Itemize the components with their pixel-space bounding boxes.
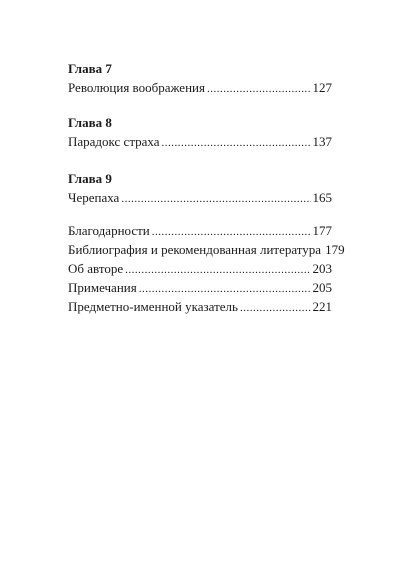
toc-entry (68, 297, 332, 316)
toc-entry-title: Парадокс страха (68, 134, 160, 149)
toc-entry-page: 177 (312, 223, 332, 238)
toc-entry (68, 278, 332, 297)
toc-entry (68, 240, 345, 259)
toc-entry-title: Примечания (68, 280, 137, 295)
toc-chapter-9 (68, 170, 332, 207)
toc-entry-page: 221 (312, 299, 332, 314)
dot-leader (125, 261, 310, 280)
toc-entry (68, 132, 332, 151)
toc-entry (68, 259, 332, 278)
toc-entry-title: Революция воображения (68, 80, 205, 95)
toc-entry-page: 203 (312, 261, 332, 276)
dot-leader (207, 80, 311, 99)
toc-entry-title: Библиография и рекомендованная литература (68, 242, 322, 257)
toc-entry-title: Об авторе (68, 261, 124, 276)
toc-chapter-8 (68, 114, 332, 151)
chapter-label: Глава 9 (68, 171, 112, 186)
toc-entry-page: 127 (312, 80, 332, 95)
toc-entry (68, 221, 332, 240)
toc-back-matter (68, 221, 345, 316)
dot-leader (162, 134, 311, 153)
toc-entry-title: Благодарности (68, 223, 150, 238)
dot-leader (121, 190, 310, 209)
toc-chapter-7 (68, 60, 332, 97)
toc-entry-title: Черепаха (68, 190, 120, 205)
toc-entry-page: 179 (325, 242, 345, 257)
dot-leader (240, 299, 311, 318)
toc-entry (68, 78, 332, 97)
toc-entry (68, 188, 332, 207)
chapter-label: Глава 7 (68, 61, 112, 76)
chapter-label: Глава 8 (68, 115, 112, 130)
toc-entry-page: 137 (312, 134, 332, 149)
toc-entry-page: 205 (312, 280, 332, 295)
toc-entry-title: Предметно-именной указатель (68, 299, 238, 314)
toc-entry-page: 165 (312, 190, 332, 205)
